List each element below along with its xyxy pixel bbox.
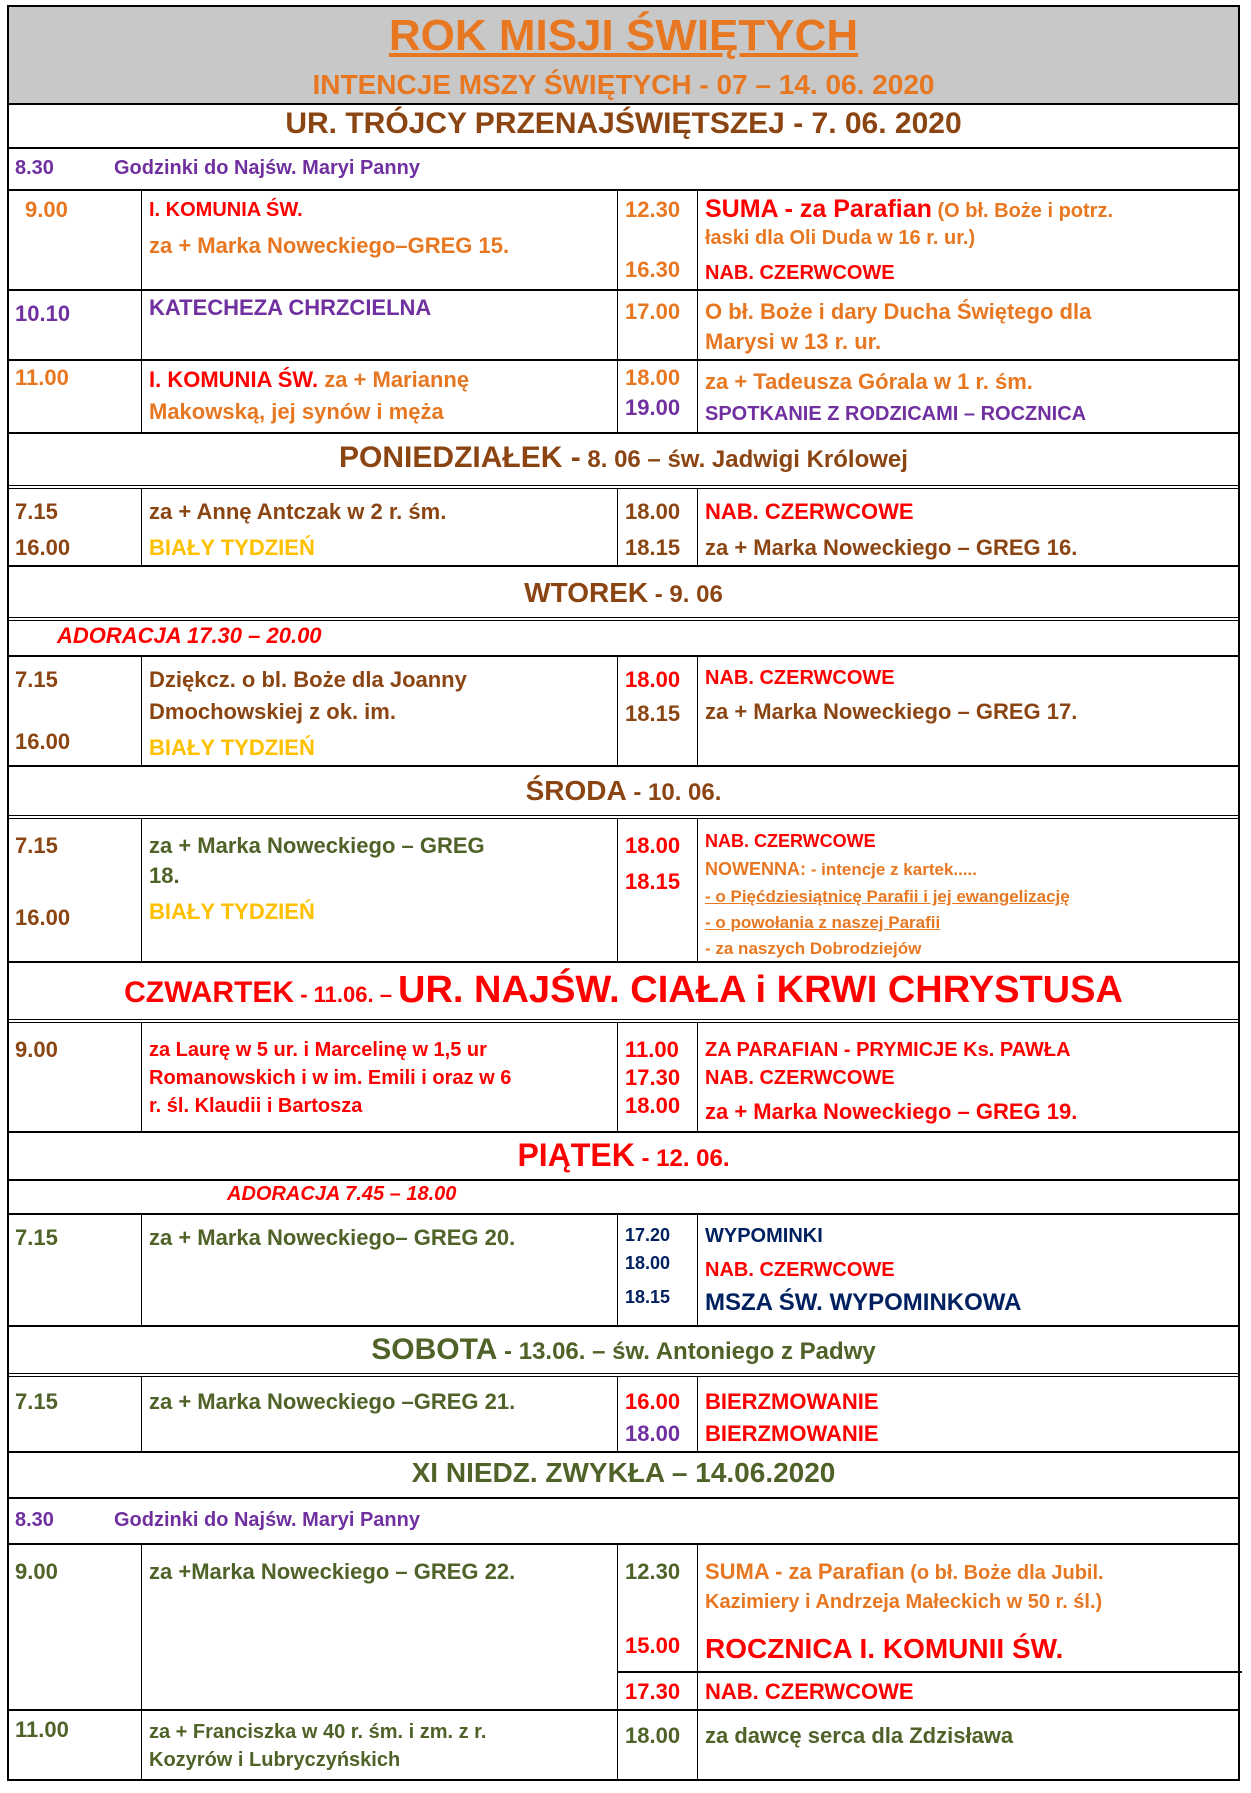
intention: za + Marka Noweckiego– GREG 20. [149, 1225, 516, 1250]
wednesday-title: - 10. 06. [626, 779, 722, 806]
intention: NAB. CZERWCOWE [705, 831, 876, 851]
sunday1-title: UR. TRÓJCY PRZENAJŚWIĘTSZEJ - 7. 06. 2020 [285, 107, 962, 140]
time: 11.00 [15, 1717, 69, 1742]
time: 10.10 [15, 301, 71, 326]
time: 9.00 [15, 1037, 58, 1062]
intention: (O bł. Boże i potrz. [931, 200, 1114, 222]
intention: BIAŁY TYDZIEŃ [149, 535, 315, 560]
time: 18.15 [625, 869, 681, 894]
godzinki-text: Godzinki do Najśw. Maryi Panny [114, 1509, 420, 1531]
intention: za + Marka Noweckiego – GREG [149, 833, 485, 858]
time: 18.00 [625, 365, 681, 390]
tuesday-title: - 9. 06 [648, 581, 723, 608]
time: 18.00 [625, 1093, 681, 1118]
intention: Kozyrów i Lubryczyńskich [149, 1749, 401, 1771]
thursday-title: - 11.06. – [294, 982, 399, 1007]
intention: ZA PARAFIAN - PRYMICJE Ks. PAWŁA [705, 1039, 1071, 1061]
adoration-note: ADORACJA 7.45 – 18.00 [227, 1183, 457, 1205]
time: 7.15 [15, 1225, 58, 1250]
intention: MSZA ŚW. WYPOMINKOWA [705, 1289, 1022, 1316]
time: 12.30 [625, 197, 681, 222]
intention: łaski dla Oli Duda w 16 r. ur.) [705, 227, 976, 249]
monday-title: 8. 06 – św. Jadwigi Królowej [580, 446, 908, 473]
time: 16.30 [625, 257, 681, 282]
time: 18.00 [625, 499, 681, 524]
time: 11.00 [625, 1037, 679, 1062]
thursday-feast: UR. NAJŚW. CIAŁA i KRWI CHRYSTUSA [398, 969, 1123, 1011]
intention: za + Marka Noweckiego – GREG 16. [705, 535, 1078, 560]
intention: za + Marka Noweckiego–GREG 15. [149, 233, 510, 258]
saturday-title: - 13.06. – św. Antoniego z Padwy [497, 1338, 876, 1365]
intention: WYPOMINKI [705, 1225, 823, 1247]
intention: BIERZMOWANIE [705, 1421, 879, 1446]
intention: za + Franciszka w 40 r. śm. i zm. z r. [149, 1721, 487, 1743]
intention: Romanowskich i w im. Emili i oraz w 6 [149, 1067, 512, 1089]
time: 17.20 [625, 1225, 671, 1245]
time: 16.00 [15, 535, 71, 560]
intention: BIERZMOWANIE [705, 1389, 879, 1414]
intention: NAB. CZERWCOWE [705, 262, 895, 284]
intention: za + Annę Antczak w 2 r. śm. [149, 499, 447, 524]
adoration-note: ADORACJA 17.30 – 20.00 [57, 623, 322, 648]
intention: Dmochowskiej z ok. im. [149, 699, 396, 724]
intention: BIAŁY TYDZIEŃ [149, 899, 315, 924]
schedule-page [7, 5, 1240, 1781]
intention: - intencje z kartek..... [806, 860, 978, 879]
wednesday-title: ŚRODA [525, 775, 627, 806]
time: 15.00 [625, 1633, 681, 1658]
time: 9.00 [25, 197, 68, 222]
thursday-title: CZWARTEK [124, 976, 295, 1009]
time: 16.00 [15, 905, 71, 930]
tuesday-title: WTOREK [524, 577, 649, 608]
intention: NAB. CZERWCOWE [705, 1067, 895, 1089]
saturday-title: SOBOTA [371, 1333, 498, 1366]
time: 7.15 [15, 1389, 58, 1414]
intention: (o bł. Boże dla Jubil. [904, 1562, 1104, 1584]
time: 17.30 [625, 1065, 681, 1090]
time: 19.00 [625, 395, 681, 420]
time: 11.00 [15, 365, 69, 390]
header [9, 7, 1238, 103]
intention: NAB. CZERWCOWE [705, 1259, 895, 1281]
intention: za +Marka Noweckiego – GREG 22. [149, 1559, 516, 1584]
intention: za + Mariannę [318, 367, 470, 392]
time: 16.00 [15, 729, 71, 754]
time: 17.30 [625, 1679, 681, 1704]
intention: Marysi w 13 r. ur. [705, 329, 882, 354]
time: 7.15 [15, 667, 58, 692]
intention: BIAŁY TYDZIEŃ [149, 735, 315, 760]
godzinki-time: 8.30 [15, 157, 54, 179]
time: 7.15 [15, 499, 58, 524]
intention: - o powołania z naszej Parafii [705, 913, 941, 932]
intention: Kazimiery i Andrzeja Małeckich w 50 r. śl.) [705, 1591, 1103, 1613]
intention: SUMA - za Parafian [705, 195, 932, 223]
intention: SUMA - za Parafian [705, 1559, 905, 1584]
intention: KATECHEZA CHRZCIELNA [149, 295, 432, 320]
time: 18.15 [625, 1287, 671, 1307]
intention: 18. [149, 863, 180, 888]
intention: NAB. CZERWCOWE [705, 1679, 914, 1704]
intention: r. śl. Klaudii i Bartosza [149, 1095, 363, 1117]
time: 16.00 [625, 1389, 681, 1414]
intention: O bł. Boże i dary Ducha Świętego dla [705, 299, 1092, 324]
intention: I. KOMUNIA ŚW. [149, 367, 319, 392]
intention: NAB. CZERWCOWE [705, 667, 895, 689]
time: 18.00 [625, 667, 681, 692]
time: 18.00 [625, 833, 681, 858]
intention: za + Marka Noweckiego –GREG 21. [149, 1389, 516, 1414]
intention: SPOTKANIE Z RODZICAMI – ROCZNICA [705, 403, 1087, 425]
time: 18.00 [625, 1723, 681, 1748]
intention: za Laurę w 5 ur. i Marcelinę w 1,5 ur [149, 1039, 487, 1061]
monday-title: PONIEDZIAŁEK - [339, 441, 581, 474]
time: 18.00 [625, 1253, 671, 1273]
novena-label: NOWENNA: [705, 859, 806, 879]
time: 17.00 [625, 299, 681, 324]
page-title: ROK MISJI ŚWIĘTYCH [388, 11, 859, 60]
godzinki-text: Godzinki do Najśw. Maryi Panny [114, 157, 420, 179]
intention: ROCZNICA I. KOMUNII ŚW. [705, 1633, 1064, 1664]
page-subtitle: INTENCJE MSZY ŚWIĘTYCH - 07 – 14. 06. 2020 [312, 69, 935, 100]
intention: za + Marka Noweckiego – GREG 19. [705, 1099, 1078, 1124]
intention: Makowską, jej synów i męża [149, 399, 444, 424]
time: 18.15 [625, 701, 681, 726]
intention: NAB. CZERWCOWE [705, 499, 914, 524]
intention: - o Pięćdziesiątnicę Parafii i jej ewangelizację [705, 887, 1070, 906]
intention: za + Tadeusza Górala w 1 r. śm. [705, 369, 1033, 394]
friday-title: PIĄTEK [517, 1137, 635, 1173]
godzinki-time: 8.30 [15, 1509, 54, 1531]
time: 18.15 [625, 535, 681, 560]
intention: za + Marka Noweckiego – GREG 17. [705, 699, 1078, 724]
sunday2-title: XI NIEDZ. ZWYKŁA – 14.06.2020 [411, 1457, 836, 1488]
friday-title: - 12. 06. [634, 1145, 730, 1172]
time: 9.00 [15, 1559, 58, 1584]
intention: - za naszych Dobrodziejów [705, 939, 922, 958]
intention: Dziękcz. o bl. Boże dla Joanny [149, 667, 467, 692]
time: 12.30 [625, 1559, 681, 1584]
intention: I. KOMUNIA ŚW. [149, 199, 303, 221]
intention: za dawcę serca dla Zdzisława [705, 1723, 1014, 1748]
time: 7.15 [15, 833, 58, 858]
time: 18.00 [625, 1421, 681, 1446]
